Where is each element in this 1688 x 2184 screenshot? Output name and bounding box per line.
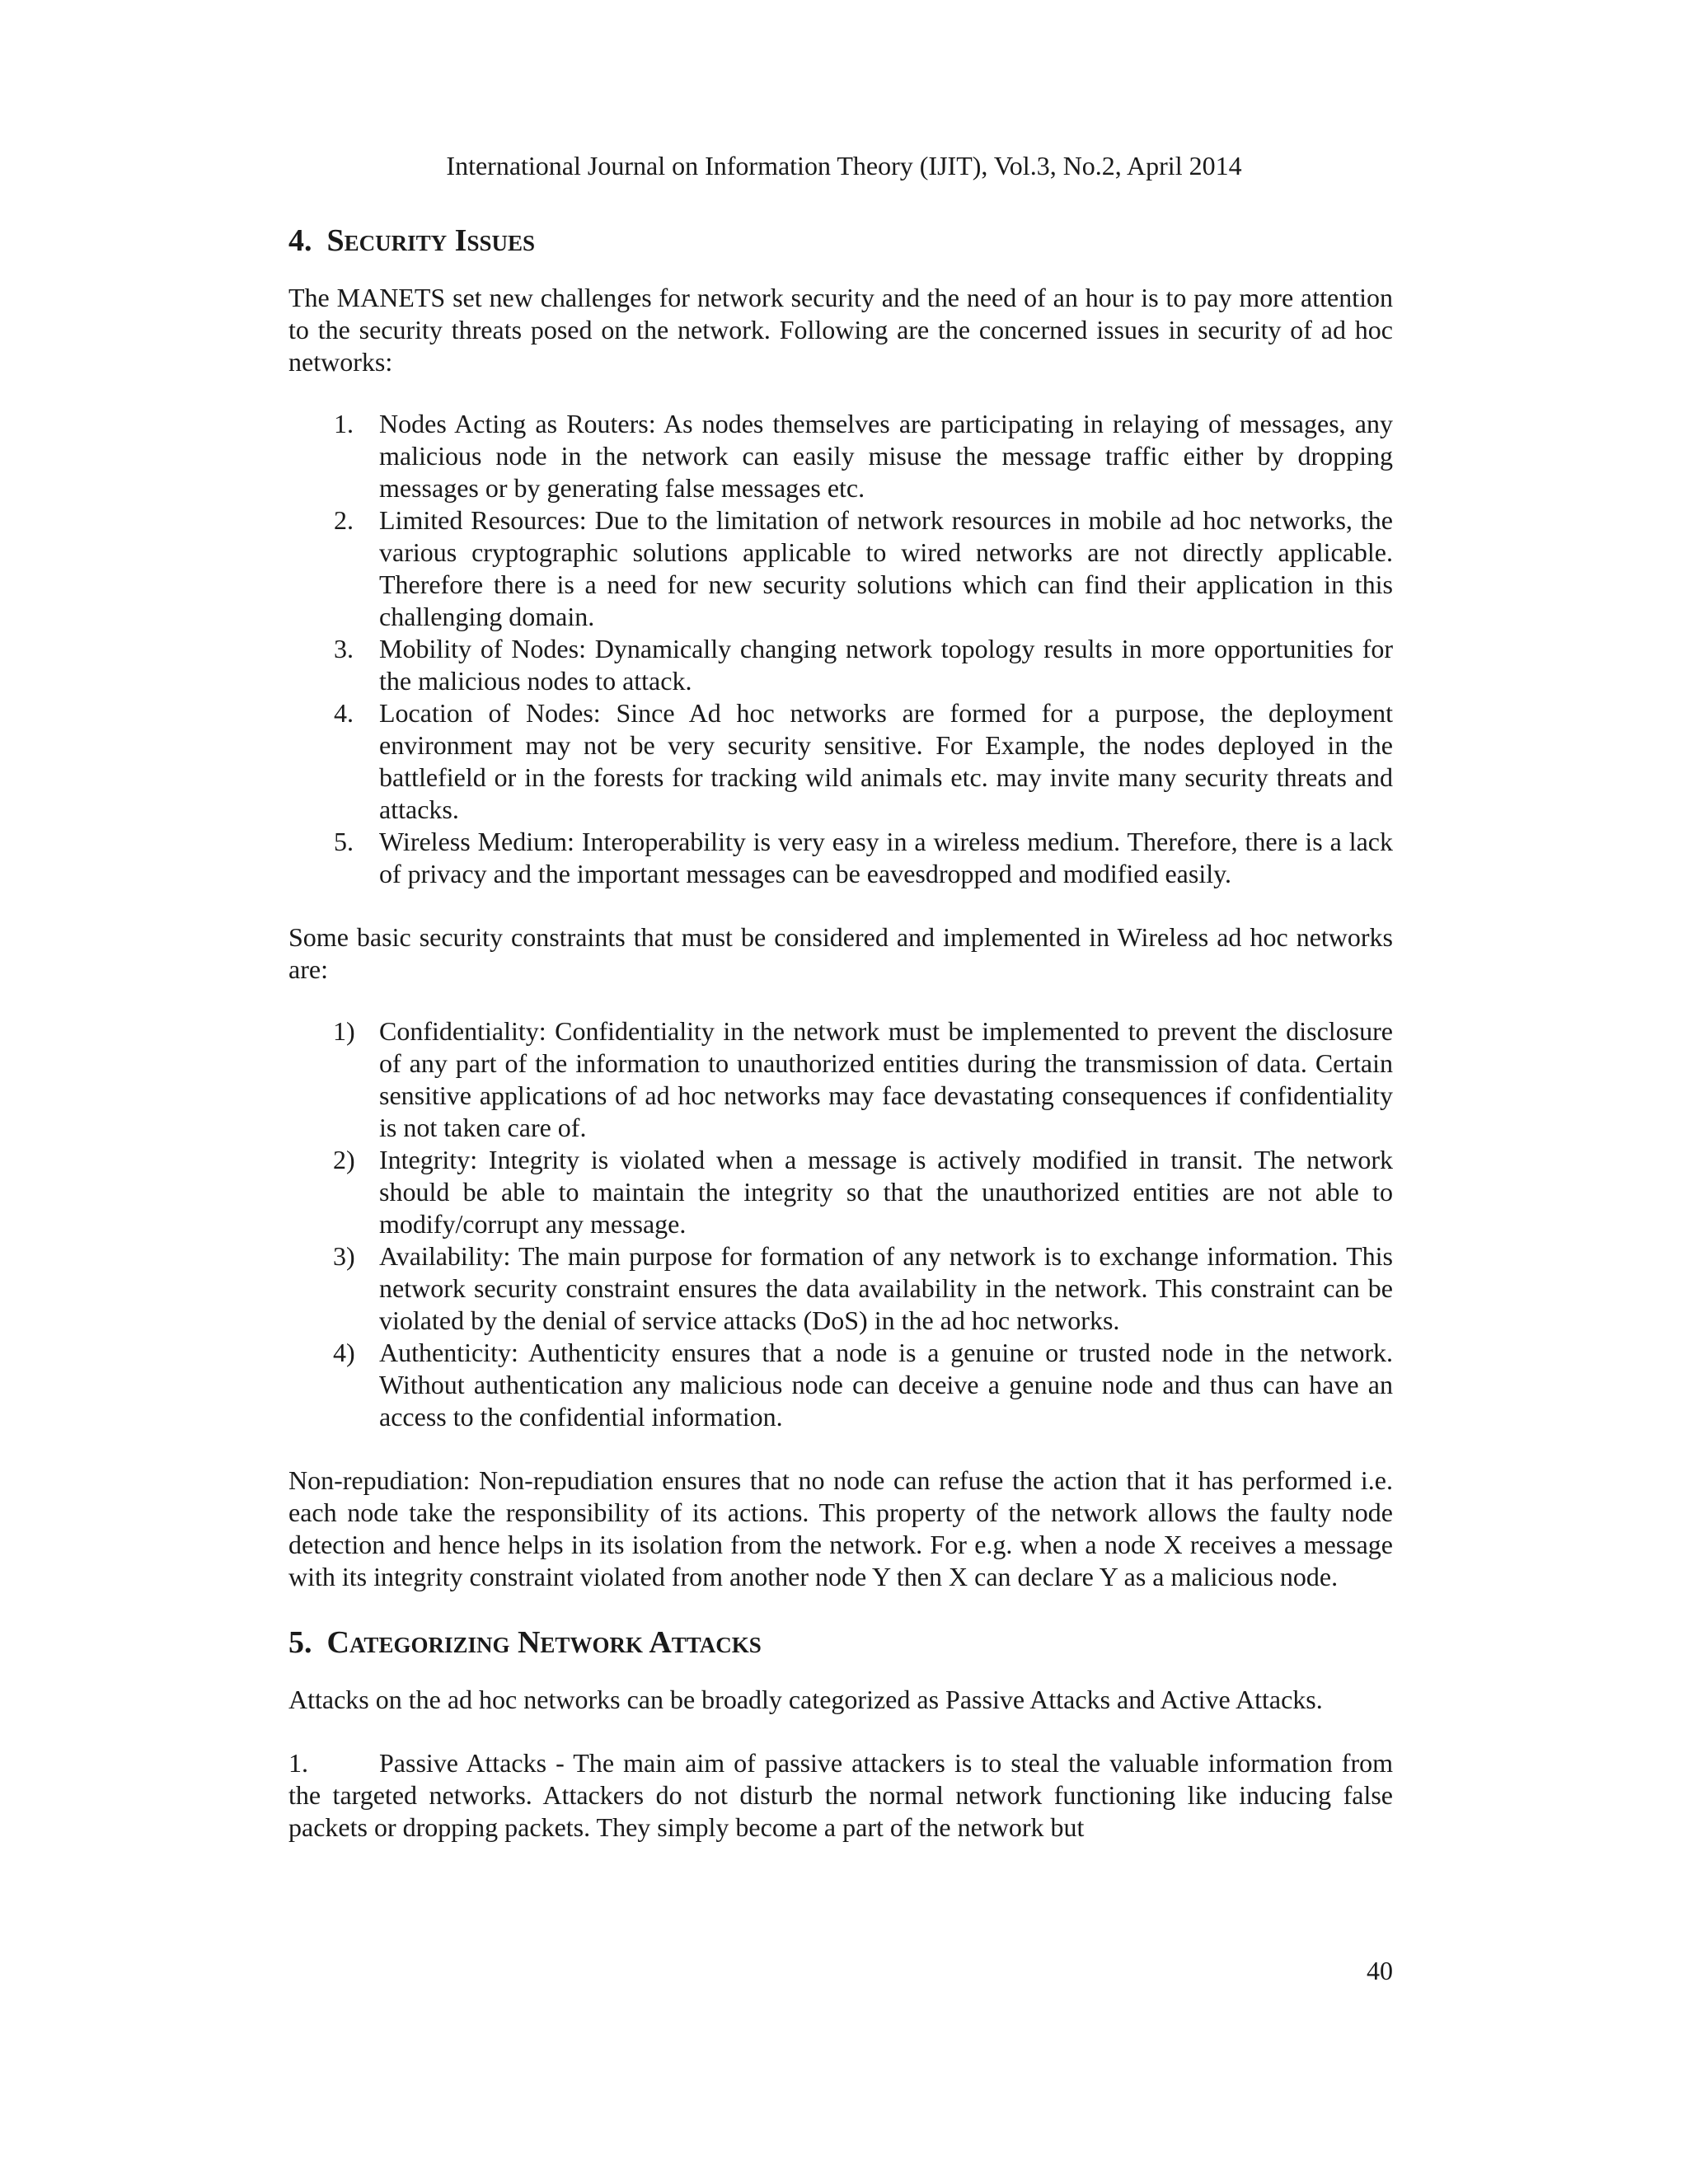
list-marker: 4. <box>334 698 354 728</box>
paragraph-number: 1. <box>288 1748 308 1778</box>
list-marker: 2. <box>334 505 354 535</box>
list-item <box>288 1144 1393 1240</box>
section-4-number: 4. <box>288 223 312 258</box>
non-repudiation-paragraph: Non-repudiation: Non-repudiation ensures that no node can refuse the action that it has performed i.e. each node take the responsibility of its actions. This property of the network allows the faulty node detection and hence helps in its isolation from the network. For e.g. when a node X receives a message with its integrity constraint violated from another node Y then X can declare Y as a malicious node. <box>288 1465 1393 1591</box>
security-constraints-list <box>288 1015 1393 1433</box>
page-number: 40 <box>1367 1956 1393 1985</box>
list-item-text: Limited Resources: Due to the limitation of network resources in mobile ad hoc networks, the various cryptographic solutions applicable to wired networks are not directly applicable. Therefore there is a need for new security solutions which can find their application in this challenging domain. <box>379 505 1393 631</box>
list-item-text: Mobility of Nodes: Dynamically changing network topology results in more opportunities for the malicious nodes to attack. <box>379 634 1393 696</box>
list-marker: 1) <box>333 1016 355 1046</box>
passive-attacks-text: Passive Attacks - The main aim of passive attackers is to steal the valuable information from the targeted networks. Attackers do not disturb the normal network functioning like inducing false packets or dropping packets. They simply become a part of the network but <box>288 1748 1393 1842</box>
passive-attacks-paragraph <box>288 1747 1393 1844</box>
list-marker: 4) <box>333 1338 355 1367</box>
list-marker: 1. <box>334 409 354 438</box>
list-item-text: Authenticity: Authenticity ensures that a node is a genuine or trusted node in the network. Without authentication any malicious node can deceive a genuine node and thus can have an access to the confidential information. <box>379 1338 1393 1432</box>
list-item-text: Integrity: Integrity is violated when a message is actively modified in transit. The network should be able to maintain the integrity so that the unauthorized entities are not able to modify/corrupt any message. <box>379 1145 1393 1239</box>
section-4-heading <box>288 223 1393 259</box>
section-4-intro: The MANETS set new challenges for network security and the need of an hour is to pay more attention to the security threats posed on the network. Following are the concerned issues in security of ad hoc networks: <box>288 283 1393 377</box>
constraints-intro: Some basic security constraints that must be considered and implemented in Wireless ad hoc networks are: <box>288 922 1393 984</box>
section-5-title: Categorizing Network Attacks <box>326 1625 762 1660</box>
list-marker: 3) <box>333 1241 355 1271</box>
list-item-text: Wireless Medium: Interoperability is very easy in a wireless medium. Therefore, there is a lack of privacy and the important messages can be eavesdropped and modified easily. <box>379 827 1393 888</box>
list-marker: 3. <box>334 634 354 663</box>
list-item <box>288 408 1393 504</box>
list-item <box>288 1015 1393 1144</box>
page-content <box>288 223 1393 1844</box>
list-item <box>288 1337 1393 1433</box>
security-issues-list <box>288 408 1393 890</box>
list-item-text: Nodes Acting as Routers: As nodes themselves are participating in relaying of messages, any malicious node in the network can easily misuse the message traffic either by dropping messages or by generating false messages etc. <box>379 409 1393 503</box>
list-item <box>288 1240 1393 1337</box>
list-item-text: Availability: The main purpose for formation of any network is to exchange information. This network security constraint ensures the data availability in the network. This constraint can be violated by the denial of service attacks (DoS) in the ad hoc networks. <box>379 1241 1393 1335</box>
running-header: International Journal on Information Theory (IJIT), Vol.3, No.2, April 2014 <box>446 151 1242 180</box>
section-5-number: 5. <box>288 1625 312 1660</box>
list-item <box>288 504 1393 633</box>
section-5-intro: Attacks on the ad hoc networks can be broadly categorized as Passive Attacks and Active Attacks. <box>288 1685 1323 1714</box>
list-item <box>288 697 1393 826</box>
list-item-text: Confidentiality: Confidentiality in the network must be implemented to prevent the disclosure of any part of the information to unauthorized entities during the transmission of data. Certain sensitive applications of ad hoc networks may face devastating consequences if confidentiality is not taken care of. <box>379 1016 1393 1142</box>
list-item <box>288 826 1393 890</box>
section-4-title: Security Issues <box>326 223 535 258</box>
list-item <box>288 633 1393 697</box>
list-item-text: Location of Nodes: Since Ad hoc networks are formed for a purpose, the deployment environment may not be very security sensitive. For Example, the nodes deployed in the battlefield or in the forests for tracking wild animals etc. may invite many security threats and attacks. <box>379 698 1393 824</box>
section-5-heading <box>288 1624 1393 1661</box>
list-marker: 5. <box>334 827 354 856</box>
list-marker: 2) <box>333 1145 355 1174</box>
